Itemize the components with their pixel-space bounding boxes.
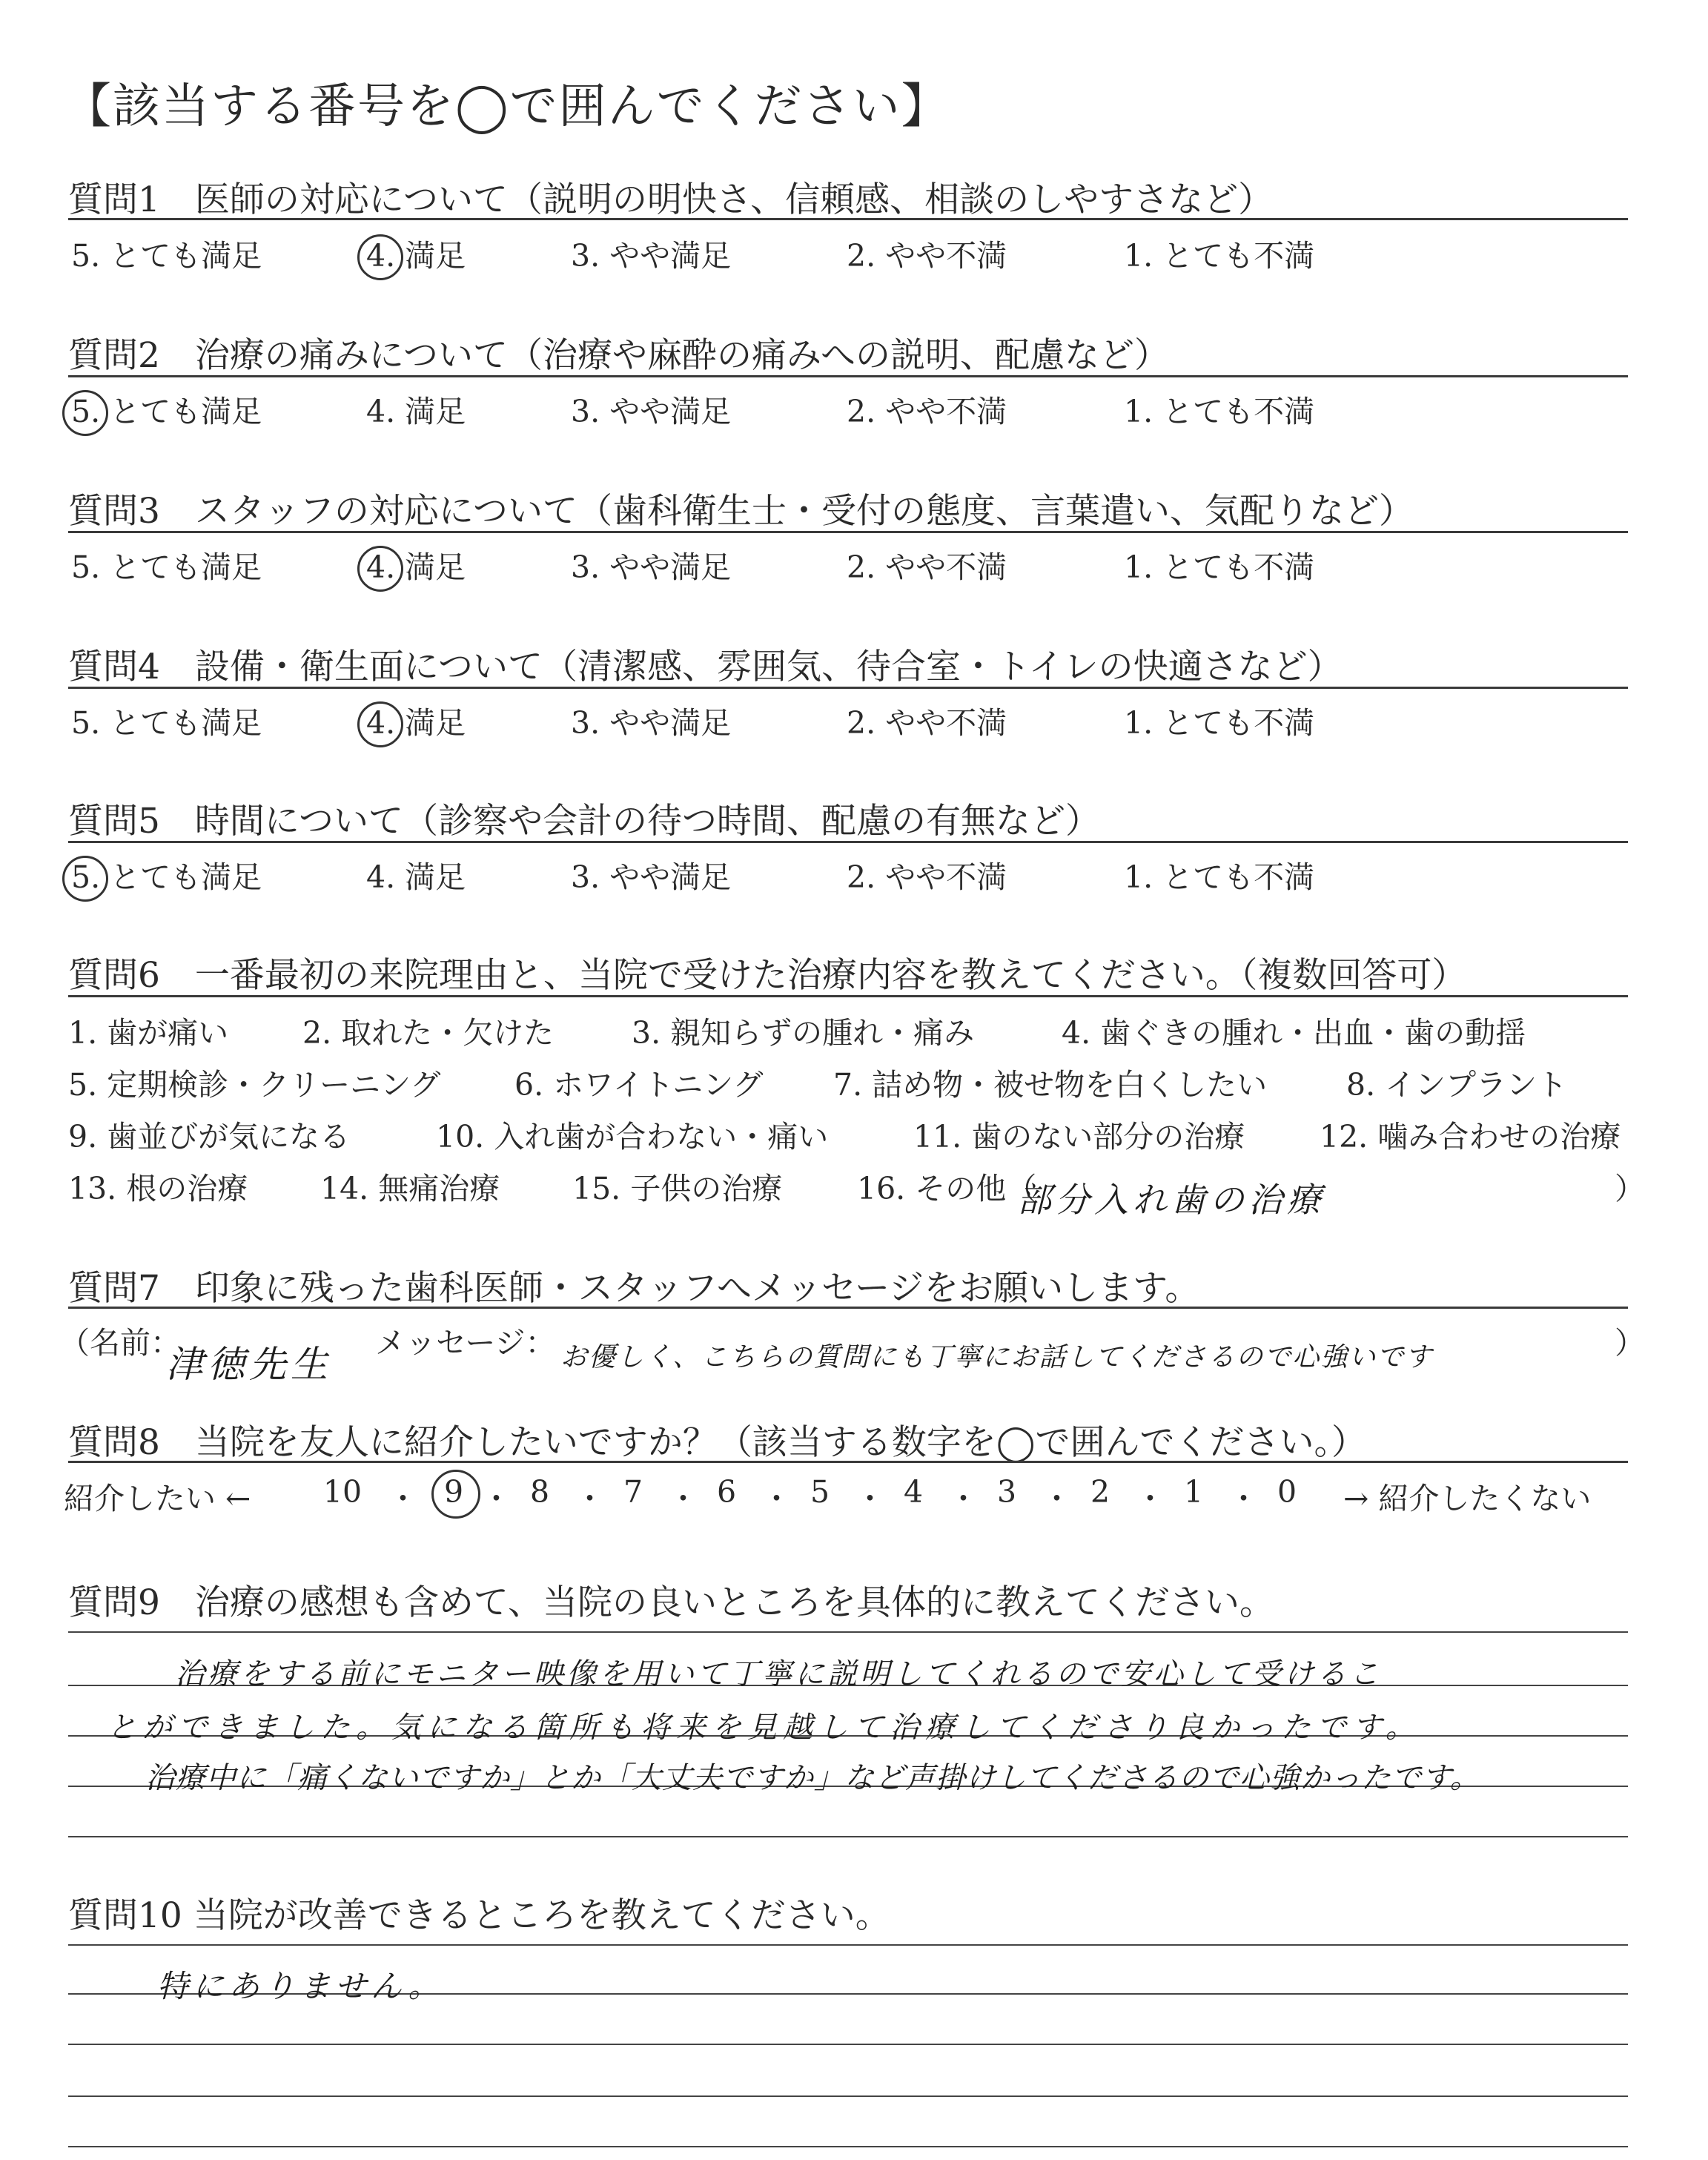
rating-option[interactable]: 4. 満足 (366, 859, 466, 895)
question-title: 質問10 当院が改善できるところを教えてください。 (68, 1895, 890, 1936)
scale-separator: ・ (855, 1481, 885, 1516)
rating-option[interactable]: 3. やや満足 (571, 705, 732, 741)
message-label: メッセージ： (375, 1325, 556, 1361)
scale-separator: ・ (1042, 1481, 1072, 1516)
reason-option[interactable]: 5. 定期検診・クリーニング (68, 1067, 441, 1103)
divider (68, 1307, 1628, 1309)
answer-line[interactable]: 治療中に「痛くないですか」とか「大丈夫ですか」など声掛けしてくださるので心強かったです。 (145, 1761, 1480, 1795)
rating-option[interactable]: 1. とても不満 (1124, 705, 1315, 741)
rating-option[interactable]: 2. やや不満 (847, 238, 1007, 274)
rating-option[interactable]: 5. とても満足 (71, 238, 262, 274)
reason-option[interactable]: 10. 入れ歯が合わない・痛い (436, 1119, 829, 1155)
rating-option[interactable]: 1. とても不満 (1124, 859, 1315, 895)
scale-separator: ・ (761, 1481, 792, 1516)
scale-number[interactable]: 5 (810, 1474, 830, 1510)
reason-option[interactable]: 15. 子供の治療 (572, 1171, 783, 1206)
reason-option[interactable]: 4. 歯ぐきの腫れ・出血・歯の動揺 (1062, 1015, 1526, 1051)
question-title: 質問9 治療の感想も含めて、当院の良いところを具体的に教えてください。 (68, 1582, 1274, 1623)
reason-option[interactable]: 1. 歯が痛い (68, 1015, 229, 1051)
other-answer[interactable]: 部分入れ歯の治療 (1017, 1180, 1325, 1220)
question-title: 質問2 治療の痛みについて（治療や麻酔の痛みへの説明、配慮など） (68, 335, 1170, 376)
scale-number[interactable]: 6 (716, 1474, 737, 1510)
divider (68, 687, 1628, 689)
reason-option[interactable]: 2. 取れた・欠けた (302, 1015, 555, 1051)
rating-option[interactable]: 5. とても満足 (71, 549, 262, 585)
reason-option[interactable]: 6. ホワイトニング (514, 1067, 764, 1103)
scale-number[interactable]: 1 (1183, 1474, 1204, 1510)
scale-number[interactable]: 10 (322, 1474, 363, 1510)
rating-option[interactable]: 4. 満足 (366, 543, 466, 587)
reason-option[interactable]: 8. インプラント (1346, 1067, 1568, 1103)
reason-option[interactable]: 14. 無痛治療 (320, 1171, 500, 1206)
question-title: 質問7 印象に残った歯科医師・スタッフへメッセージをお願いします。 (68, 1268, 1200, 1309)
rating-option[interactable]: 4. 満足 (366, 394, 466, 429)
question-title: 質問3 スタッフの対応について（歯科衛生士・受付の態度、言葉遣い、気配りなど） (68, 491, 1414, 532)
reason-option[interactable]: 3. 親知らずの腫れ・痛み (632, 1015, 975, 1051)
scale-number[interactable]: 2 (1090, 1474, 1110, 1510)
divider (68, 218, 1628, 220)
name-value[interactable]: 津徳先生 (166, 1343, 332, 1386)
rating-option[interactable]: 3. やや満足 (571, 394, 732, 429)
other-close-paren: ） (1615, 1171, 1645, 1206)
rating-option[interactable]: 2. やや不満 (847, 705, 1007, 741)
rating-option[interactable]: 3. やや満足 (571, 859, 732, 895)
rating-option[interactable]: 2. やや不満 (847, 394, 1007, 429)
divider (68, 375, 1628, 377)
rating-option[interactable]: 2. やや不満 (847, 549, 1007, 585)
rating-option[interactable]: 4. 満足 (366, 698, 466, 742)
scale-separator: ・ (1228, 1481, 1259, 1516)
rating-option[interactable]: 5. とても満足 (71, 387, 262, 431)
write-line (68, 2146, 1628, 2147)
rating-option[interactable]: 1. とても不満 (1124, 394, 1315, 429)
scale-number[interactable]: 3 (996, 1474, 1017, 1510)
scale-number[interactable]: 8 (529, 1474, 550, 1510)
scale-separator: ・ (1135, 1481, 1165, 1516)
answer-line[interactable]: 特にありません。 (157, 1968, 444, 2004)
scale-number[interactable]: 4 (903, 1474, 924, 1510)
rating-option[interactable]: 3. やや満足 (571, 549, 732, 585)
divider (68, 995, 1628, 997)
write-line (68, 1836, 1628, 1837)
scale-right-label: → 紹介したくない (1343, 1481, 1592, 1516)
reason-option[interactable]: 11. 歯のない部分の治療 (913, 1119, 1245, 1155)
rating-option[interactable]: 1. とても不満 (1124, 238, 1315, 274)
write-line (68, 1944, 1628, 1946)
question-title: 質問4 設備・衛生面について（清潔感、雰囲気、待合室・トイレの快適さなど） (68, 647, 1343, 687)
reason-option[interactable]: 13. 根の治療 (68, 1171, 248, 1206)
scale-number[interactable]: 7 (623, 1474, 643, 1510)
question-title: 質問6 一番最初の来院理由と、当院で受けた治療内容を教えてください。（複数回答可） (68, 955, 1467, 996)
divider (68, 1461, 1628, 1463)
reason-option[interactable]: 7. 詰め物・被せ物を白くしたい (833, 1067, 1268, 1103)
reason-option[interactable]: 12. 噛み合わせの治療 (1320, 1119, 1621, 1155)
scale-separator: ・ (948, 1481, 979, 1516)
reason-option[interactable]: 16. その他（ (857, 1171, 1037, 1206)
rating-option[interactable]: 2. やや不満 (847, 859, 1007, 895)
write-line (68, 2044, 1628, 2045)
message-close-paren: ） (1615, 1325, 1645, 1361)
scale-separator: ・ (388, 1481, 418, 1516)
question-title: 質問8 当院を友人に紹介したいですか？（該当する数字を◯で囲んでください。） (68, 1422, 1367, 1463)
rating-option[interactable]: 3. やや満足 (571, 238, 732, 274)
question-title: 質問1 医師の対応について（説明の明快さ、信頼感、相談のしやすさなど） (68, 179, 1274, 220)
scale-separator: ・ (575, 1481, 605, 1516)
message-value[interactable]: お優しく、こちらの質問にも丁寧にお話してくださるので心強いです (560, 1342, 1434, 1373)
rating-option[interactable]: 5. とても満足 (71, 853, 262, 896)
divider (68, 531, 1628, 533)
rating-option[interactable]: 1. とても不満 (1124, 549, 1315, 585)
page-title: 【該当する番号を◯で囲んでください】 (64, 79, 950, 134)
name-label: （名前： (59, 1325, 181, 1361)
divider (68, 841, 1628, 843)
scale-separator: ・ (668, 1481, 698, 1516)
answer-line[interactable]: 治療をする前にモニター映像を用いて丁寧に説明してくれるので安心して受けるこ (175, 1657, 1382, 1691)
write-line (68, 2095, 1628, 2097)
rating-option[interactable]: 5. とても満足 (71, 705, 262, 741)
scale-number[interactable]: 0 (1277, 1474, 1297, 1510)
reason-option[interactable]: 9. 歯並びが気になる (68, 1119, 351, 1155)
answer-line[interactable]: とができました。気になる箇所も将来を見越して治療してくださり良かったです。 (107, 1711, 1421, 1745)
write-line (68, 1631, 1628, 1633)
scale-number[interactable]: 9 (431, 1474, 476, 1510)
scale-separator: ・ (481, 1481, 512, 1516)
question-title: 質問5 時間について（診察や会計の待つ時間、配慮の有無など） (68, 801, 1100, 842)
scale-left-label: 紹介したい ← (64, 1481, 251, 1516)
rating-option[interactable]: 4. 満足 (366, 231, 466, 275)
